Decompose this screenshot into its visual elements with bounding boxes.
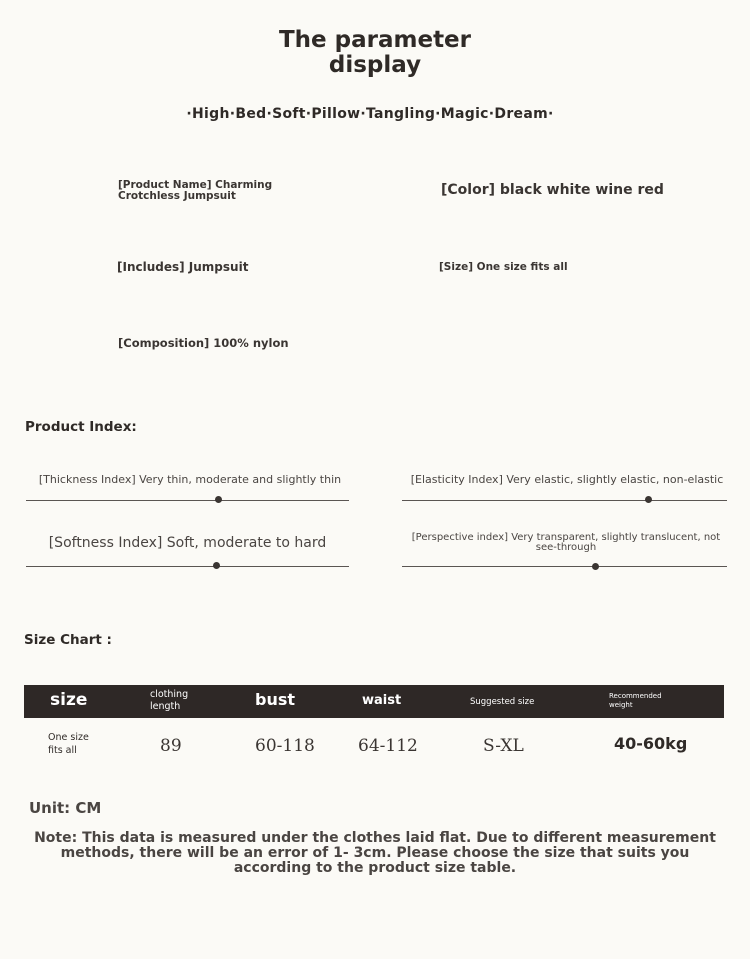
size-param: [Size] One size fits all bbox=[439, 261, 568, 273]
th-clothing-length: clothing length bbox=[150, 689, 189, 712]
thickness-index-track bbox=[26, 500, 349, 501]
color-param: [Color] black white wine red bbox=[441, 182, 664, 198]
composition-param: [Composition] 100% nylon bbox=[118, 336, 289, 350]
perspective-index-track bbox=[402, 566, 727, 567]
measurement-note: Note: This data is measured under the clothes laid flat. Due to different measurement methods, there will be an error of 1- 3cm. Please choose the size that suits you according to the product size table. bbox=[34, 830, 716, 876]
elasticity-index-track bbox=[402, 500, 727, 501]
td-size: One size fits all bbox=[48, 732, 89, 756]
th-size: size bbox=[50, 690, 88, 710]
softness-index-marker bbox=[213, 562, 220, 569]
includes-param: [Includes] Jumpsuit bbox=[117, 260, 249, 274]
th-recommended-weight: Recommended weight bbox=[609, 692, 662, 709]
title-line-1: The parameter bbox=[278, 27, 472, 53]
elasticity-index-text: [Elasticity Index] Very elastic, slightly elastic, non-elastic bbox=[410, 473, 724, 486]
title-line-2: display bbox=[328, 52, 422, 78]
perspective-index-marker bbox=[592, 563, 599, 570]
th-suggested-size: Suggested size bbox=[470, 697, 535, 707]
page-title bbox=[0, 28, 750, 78]
product-index-label: Product Index: bbox=[25, 419, 137, 435]
subtitle: ·High·Bed·Soft·Pillow·Tangling·Magic·Dream· bbox=[186, 106, 554, 122]
product-name-param: [Product Name] Charming Crotchless Jumpsuit bbox=[118, 179, 273, 202]
softness-index-track bbox=[26, 566, 349, 567]
td-clothing-length: 89 bbox=[160, 736, 182, 756]
thickness-index-text: [Thickness Index] Very thin, moderate and slightly thin bbox=[38, 473, 342, 486]
unit-label: Unit: CM bbox=[29, 799, 102, 817]
perspective-index-text: [Perspective index] Very transparent, slightly translucent, not see-through bbox=[411, 532, 721, 553]
td-waist: 64-112 bbox=[358, 736, 418, 756]
softness-index-text: [Softness Index] Soft, moderate to hard bbox=[48, 535, 327, 551]
td-bust: 60-118 bbox=[255, 736, 315, 756]
thickness-index-marker bbox=[215, 496, 222, 503]
th-waist: waist bbox=[362, 693, 402, 708]
th-bust: bust bbox=[255, 690, 296, 709]
size-chart-label: Size Chart : bbox=[24, 632, 112, 648]
td-suggested-size: S-XL bbox=[483, 736, 524, 756]
td-recommended-weight: 40-60kg bbox=[614, 734, 688, 753]
elasticity-index-marker bbox=[645, 496, 652, 503]
